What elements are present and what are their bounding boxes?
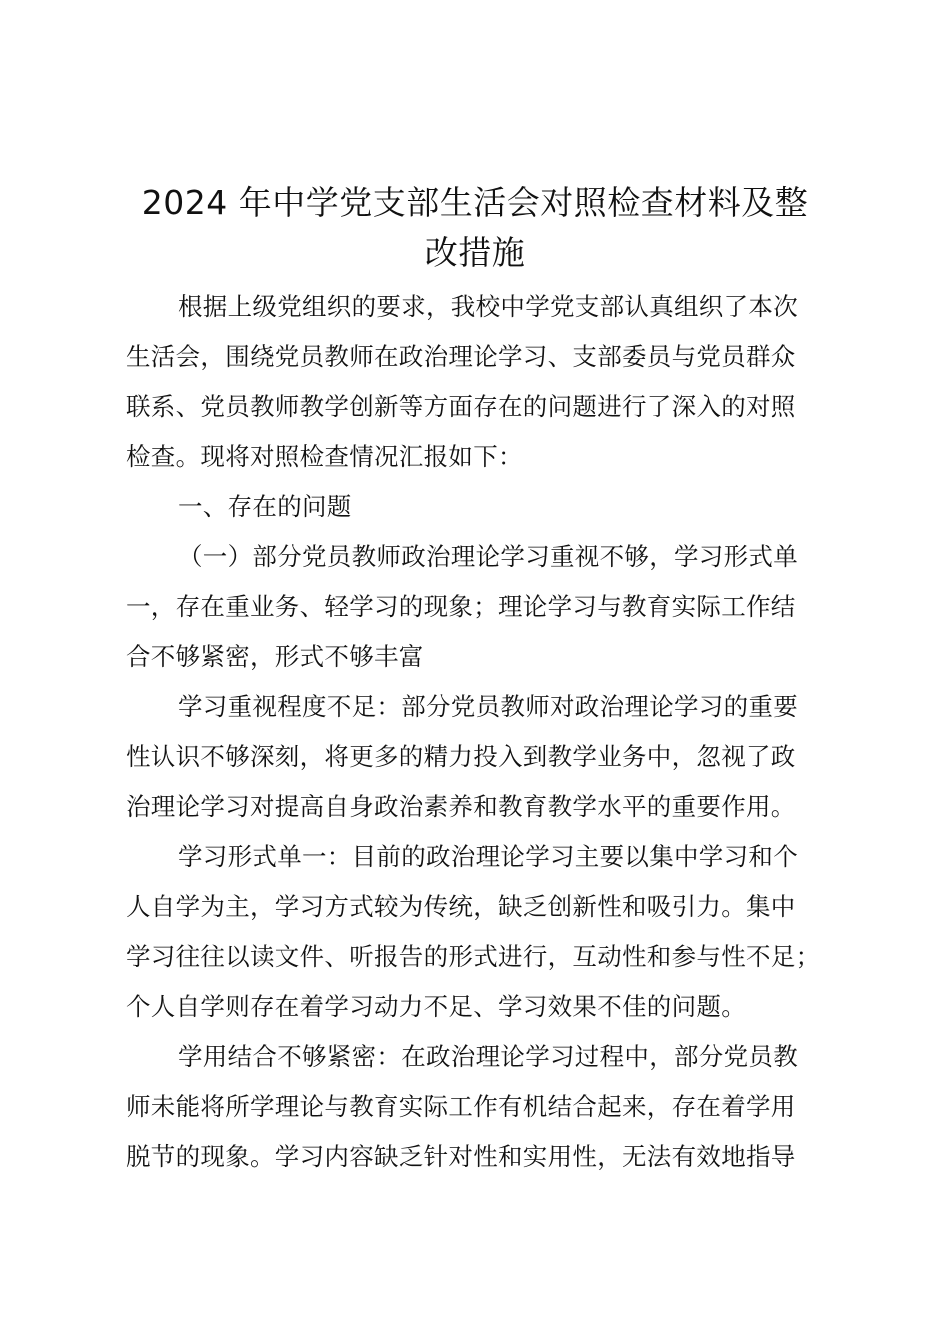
section-heading: 一、存在的问题	[178, 492, 352, 521]
subsection-heading-line: 合不够紧密，形式不够丰富	[126, 642, 424, 671]
document-title	[110, 178, 840, 278]
subsection-heading-line: 一，存在重业务、轻学习的现象；理论学习与教育实际工作结	[126, 592, 796, 621]
paragraph-intro-line: 联系、党员教师教学创新等方面存在的问题进行了深入的对照	[126, 392, 796, 421]
document-body	[126, 282, 838, 1182]
paragraph-line: 人自学为主，学习方式较为传统，缺乏创新性和吸引力。集中	[126, 892, 796, 921]
paragraph-intro-line: 根据上级党组织的要求，我校中学党支部认真组织了本次	[178, 292, 798, 321]
paragraph-line: 学用结合不够紧密：在政治理论学习过程中，部分党员教	[178, 1042, 798, 1071]
paragraph-line: 师未能将所学理论与教育实际工作有机结合起来，存在着学用	[126, 1092, 796, 1121]
paragraph-line: 学习重视程度不足：部分党员教师对政治理论学习的重要	[178, 692, 798, 721]
subsection-heading-line: （一）部分党员教师政治理论学习重视不够，学习形式单	[178, 542, 798, 571]
paragraph-line: 性认识不够深刻，将更多的精力投入到教学业务中，忽视了政	[126, 742, 796, 771]
paragraph-intro-line: 生活会，围绕党员教师在政治理论学习、支部委员与党员群众	[126, 342, 796, 371]
title-line-2: 改措施	[424, 233, 526, 272]
paragraph-line: 学习形式单一：目前的政治理论学习主要以集中学习和个	[178, 842, 798, 871]
paragraph-line: 治理论学习对提高自身政治素养和教育教学水平的重要作用。	[126, 792, 796, 821]
paragraph-line: 学习往往以读文件、听报告的形式进行，互动性和参与性不足；	[126, 942, 821, 971]
paragraph-intro-line: 检查。现将对照检查情况汇报如下：	[126, 442, 523, 471]
title-line-1: 2024 年中学党支部生活会对照检查材料及整	[141, 183, 809, 222]
paragraph-line: 脱节的现象。学习内容缺乏针对性和实用性，无法有效地指导	[126, 1142, 796, 1171]
paragraph-line: 个人自学则存在着学习动力不足、学习效果不佳的问题。	[126, 992, 746, 1021]
